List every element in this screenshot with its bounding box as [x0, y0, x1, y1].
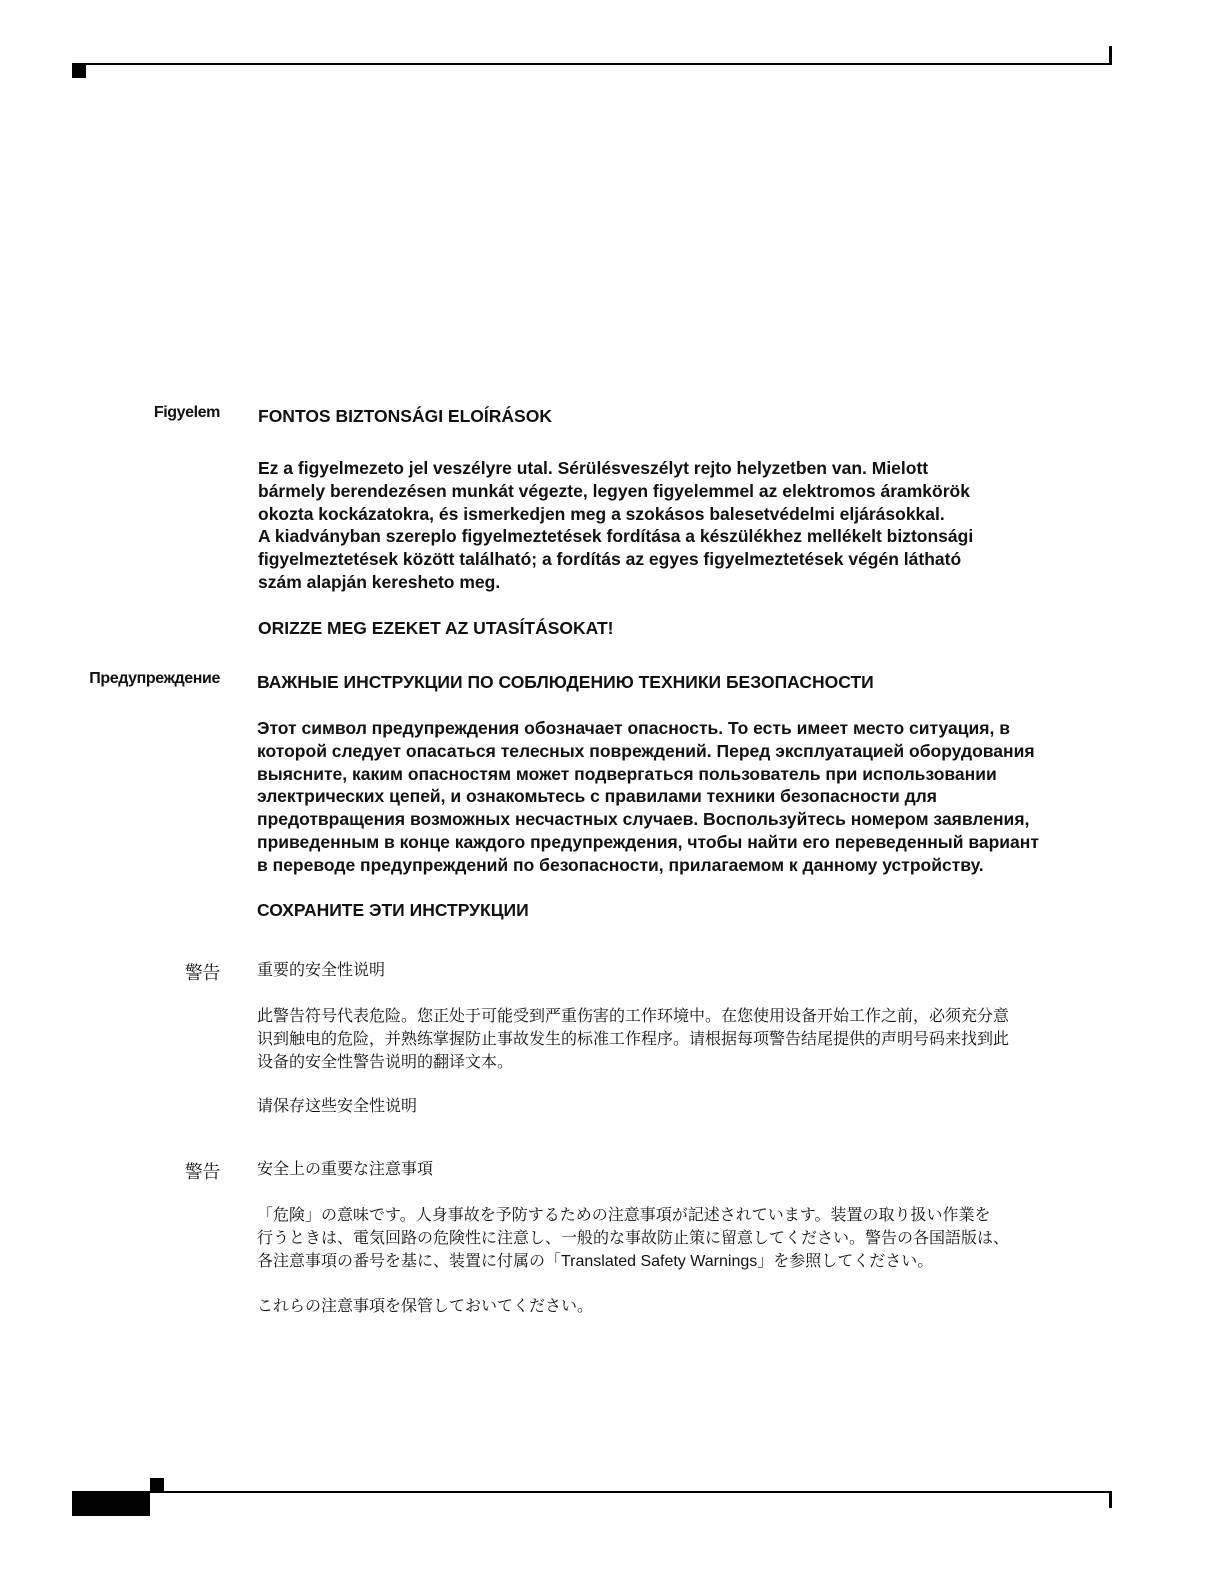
header-tick — [1109, 46, 1112, 65]
text-line: предотвращения возможных несчастных случаев. Воспользуйтесь номером заявления, — [257, 809, 1030, 830]
warning-text-chinese — [257, 1005, 1107, 1074]
warning-title-russian: ВАЖНЫЕ ИНСТРУКЦИИ ПО СОБЛЮДЕНИЮ ТЕХНИКИ БЕЗОПАСНОСТИ — [257, 672, 874, 692]
warning-title-chinese: 重要的安全性说明 — [257, 962, 386, 979]
text-line: 识到触电的危险，并熟练掌握防止事故发生的标准工作程序。请根据每项警告结尾提供的声明号码来找到此 — [257, 1031, 1010, 1048]
text-line: электрических цепей, и ознакомьтесь с правилами техники безопасности для — [257, 786, 938, 807]
header-rule — [72, 63, 1112, 65]
text-line: приведенным в конце каждого предупреждения, чтобы найти его переведенный вариант — [257, 831, 1039, 852]
warning-body-russian — [257, 670, 1107, 922]
warning-label-japanese: 警告 — [184, 1162, 220, 1182]
warning-label-chinese: 警告 — [184, 963, 220, 983]
text-line: 「危険」の意味です。人身事故を予防するための注意事項が記述されています。装置の取り扱い作業を — [257, 1207, 991, 1224]
warning-label-hungarian: Figyelem — [153, 404, 220, 421]
text-line: Ez a figyelmezeto jel veszélyre utal. Sérülésveszélyt rejto helyzetben van. Mielott — [258, 458, 929, 478]
text-line: которой следует опасаться телесных повреждений. Перед эксплуатацией оборудования — [257, 740, 1035, 761]
footer-page-tab — [72, 1491, 150, 1516]
footer-tick — [1109, 1493, 1112, 1508]
warning-label-russian: Предупреждение — [89, 670, 220, 687]
text-line: Этот символ предупреждения обозначает опасность. То есть имеет место ситуация, в — [257, 718, 1010, 738]
warning-closing-hungarian: ORIZZE MEG EZEKET AZ UTASÍTÁSOKAT! — [258, 617, 614, 638]
text-line: 设备的安全性警告说明的翻译文本。 — [257, 1054, 514, 1071]
footer-marker — [150, 1478, 164, 1492]
text-line: 行うときは、電気回路の危険性に注意し、一般的な事故防止策に留意してください。警告の各国語版は、 — [257, 1230, 1010, 1247]
text-line: 各注意事項の番号を基に、装置に付属の「Translated Safety Warnings」を参照してください。 — [257, 1253, 934, 1270]
warning-text-japanese — [257, 1204, 1107, 1273]
warning-body-chinese — [257, 959, 1107, 1119]
text-line: bármely berendezésen munkát végezte, legyen figyelemmel az elektromos áramkörök — [258, 480, 970, 501]
text-line: szám alapján keresheto meg. — [258, 571, 501, 592]
text-line: A kiadványban szereplo figyelmeztetések fordítása a készülékhez mellékelt biztonsági — [258, 526, 974, 547]
text-line: 此警告符号代表危险。您正处于可能受到严重伤害的工作环境中。在您使用设备开始工作之前，必须充分意 — [257, 1008, 1010, 1025]
text-line: figyelmeztetések között található; a fordítás az egyes figyelmeztetések végén látható — [258, 549, 962, 570]
text-line: в переводе предупреждений по безопасности, прилагаемом к данному устройству. — [257, 854, 984, 875]
footer-rule — [150, 1491, 1112, 1493]
warning-body-japanese — [257, 1158, 1107, 1319]
text-line: okozta kockázatokra, és ismerkedjen meg a szokásos balesetvédelmi eljárásokkal. — [258, 503, 945, 524]
warning-title-japanese: 安全上の重要な注意事項 — [257, 1161, 434, 1178]
warning-title-hungarian: FONTOS BIZTONSÁGI ELOÍRÁSOK — [258, 406, 552, 426]
warning-body-hungarian — [258, 404, 1108, 640]
warning-closing-russian: СОХРАНИТЕ ЭТИ ИНСТРУКЦИИ — [257, 899, 529, 920]
warning-text-hungarian — [258, 457, 1108, 594]
header-marker — [72, 65, 86, 78]
warning-closing-chinese: 请保存这些安全性说明 — [257, 1098, 418, 1115]
text-line: выясните, каким опасностям может подвергаться пользователь при использовании — [257, 763, 997, 784]
warning-text-russian — [257, 717, 1107, 877]
warning-closing-japanese: これらの注意事項を保管しておいてください。 — [257, 1298, 594, 1315]
